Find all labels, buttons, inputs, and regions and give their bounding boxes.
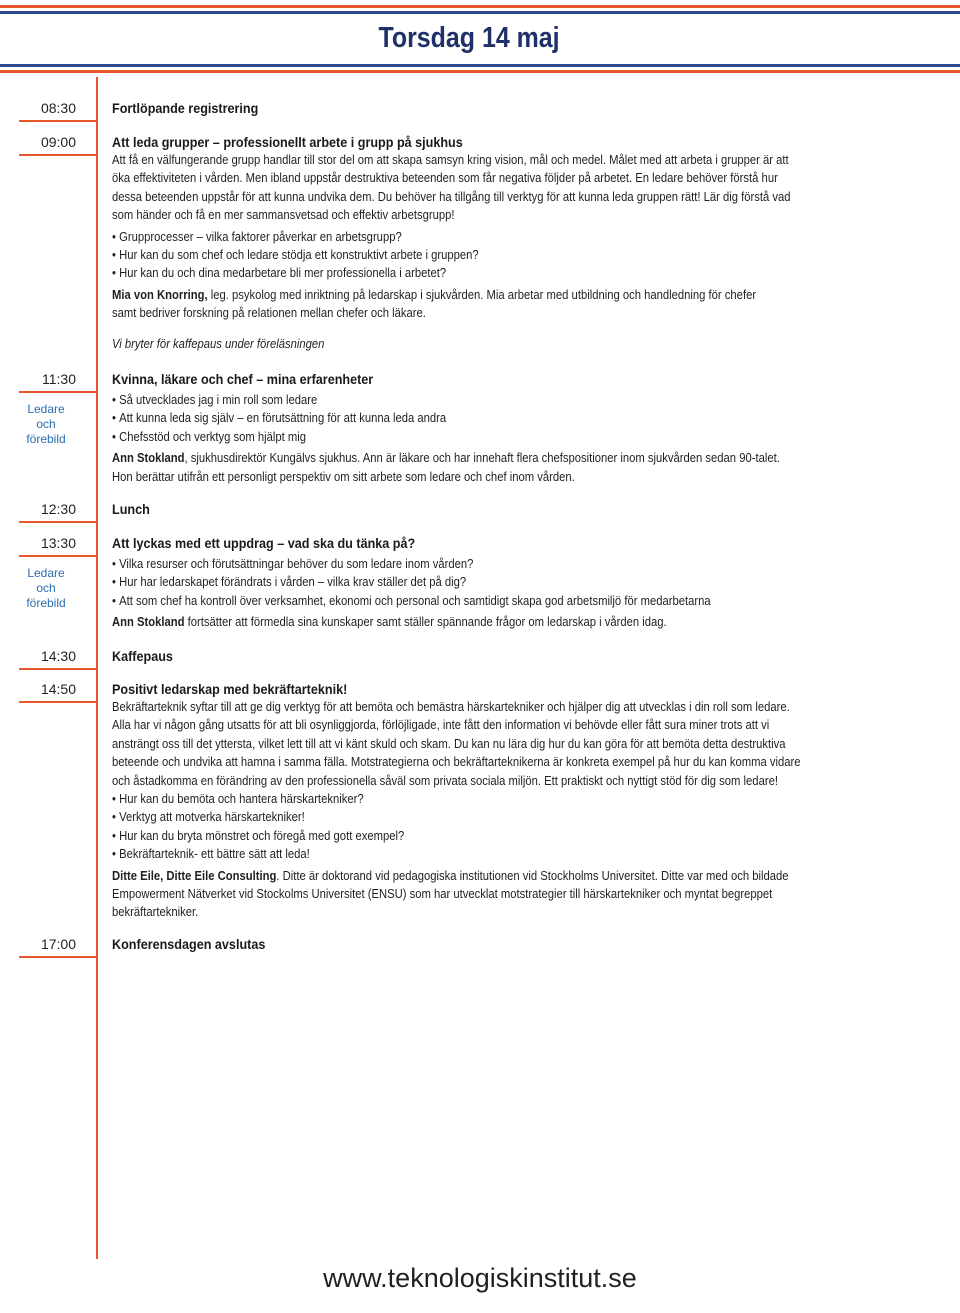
bullet-item: • Hur kan du som chef och ledare stödja ett konstruktivt arbete i gruppen? [112, 246, 901, 264]
session-title: Positivt ledarskap med bekräftarteknik! [112, 681, 348, 697]
description-line: beteende och undvika att hamna i samma fälla. Motstrategierna och bekräftarteknikerna är konkreta exempel på hur du kan komma vidare [112, 755, 801, 770]
session-1130 [112, 370, 902, 486]
speaker-bio-cont: samt bedriver forskning på relationen mellan chefer och läkare. [112, 306, 426, 321]
description-line: Alla har vi någon gång utsatts för att bli osynliggjorda, förlöjligade, inte fått den information vi behövde eller fått sura miner trots att vi [112, 718, 770, 733]
description-line: öka effektiviteten i vården. Men ibland uppstår destruktiva beteenden som får negativa följder på arbetet. En ledare behöver förstå hur [112, 171, 778, 186]
description-line: Att få en välfungerande grupp handlar till stor del om att skapa samsyn kring vision, mål och medel. Målet med att arbeta i grupper är att [112, 153, 789, 167]
page-title: Torsdag 14 maj [378, 22, 560, 54]
session-0830 [112, 99, 902, 117]
session-title: Konferensdagen avslutas [112, 936, 266, 952]
time-rule-1700 [19, 956, 98, 958]
footer-url[interactable]: www.teknologiskinstitut.se [323, 1263, 637, 1293]
time-rule-1430 [19, 668, 98, 670]
top-stripe-orange [0, 5, 960, 8]
speaker-bio: fortsätter att förmedla sina kunskaper samt ställer spännande frågor om ledarskap i vården idag. [184, 615, 667, 630]
bullet-item: • Grupprocesser – vilka faktorer påverkar en arbetsgrupp? [112, 228, 901, 246]
time-rule-1450 [19, 701, 98, 703]
bullet-item: • Att kunna leda sig själv – en förutsättning för att kunna leda andra [112, 409, 901, 427]
leader-badge-1330: Ledare och förebild [26, 566, 66, 610]
bullet-item: • Vilka resurser och förutsättningar behöver du som ledare inom vården? [112, 555, 901, 573]
speaker-line [112, 613, 901, 631]
time-1430: 14:30 [40, 648, 76, 664]
session-1450 [112, 680, 902, 922]
speaker-name: Ann Stokland [112, 615, 185, 630]
time-1330: 13:30 [40, 535, 76, 551]
speaker-bio: leg. psykolog med inriktning på ledarskap i sjukvården. Mia arbetar med utbildning och handledning för chefer [207, 287, 757, 302]
speaker-line [112, 867, 901, 885]
bullet-item: • Att som chef ha kontroll över verksamhet, ekonomi och personal och samtidigt skapa god arbetsmiljö för medarbetarna [112, 592, 901, 610]
description-line: dessa beteenden uppstår för att kunna undvika dem. Du behöver ha tillgång till verktyg för att kunna leda gruppen rätt! Lär dig förstå vad [112, 189, 791, 204]
description-line: som händer och få en mer sammansvetsad och effektiv arbetsgrupp! [112, 208, 455, 223]
time-rule-0830 [19, 120, 98, 122]
speaker-bio-cont: Hon berättar utifrån ett personligt perspektiv om sitt arbete som ledare och chef inom vården. [112, 469, 575, 484]
session-title: Kaffepaus [112, 648, 173, 664]
session-1230 [112, 500, 902, 518]
session-title: Fortlöpande registrering [112, 100, 259, 116]
speaker-name: Ditte Eile, Ditte Eile Consulting [112, 868, 277, 883]
leader-badge-1130: Ledare och förebild [26, 402, 66, 446]
session-1700 [112, 935, 902, 953]
bullet-item: • Chefsstöd och verktyg som hjälpt mig [112, 428, 901, 446]
speaker-name: Mia von Knorring, [112, 287, 208, 302]
time-1450: 14:50 [40, 681, 76, 697]
description-line: ansträngt oss till det yttersta, vilket lett till att vi känt skuld och skam. Du kan nu lära dig hur du kan göra för att bemöta detta destruktiva [112, 736, 786, 751]
session-1430 [112, 647, 902, 665]
speaker-line [112, 449, 901, 467]
session-1330 [112, 534, 902, 632]
time-0900: 09:00 [40, 134, 76, 150]
time-0830: 08:30 [40, 100, 76, 116]
description-line: Bekräftarteknik syftar till att ge dig verktyg för att bemöta och bemästra härskartekniker och hjälper dig att utvecklas i din roll som ledare. [112, 700, 790, 714]
speaker-bio-cont: bekräftartekniker. [112, 905, 199, 920]
time-1700: 17:00 [40, 936, 76, 952]
break-note: Vi bryter för kaffepaus under föreläsningen [112, 336, 325, 351]
bullet-item: • Hur kan du och dina medarbetare bli mer professionella i arbetet? [112, 264, 901, 282]
top-stripe-blue [0, 11, 960, 14]
time-rule-0900 [19, 154, 98, 156]
bullet-item: • Verktyg att motverka härskartekniker! [112, 808, 901, 826]
time-1130: 11:30 [42, 371, 76, 387]
session-title: Att leda grupper – professionellt arbete i grupp på sjukhus [112, 134, 463, 150]
time-1230: 12:30 [40, 501, 76, 517]
time-rule-1330 [19, 555, 98, 557]
description-line: och åstadkomma en förändring av den professionella såväl som privata sociala miljön. Ett praktiskt och nyttigt stöd för dig som ledare! [112, 773, 778, 788]
speaker-line [112, 286, 901, 304]
session-title: Att lyckas med ett uppdrag – vad ska du tänka på? [112, 535, 416, 551]
bullet-item: • Hur kan du bemöta och hantera härskartekniker? [112, 790, 901, 808]
speaker-bio-cont: Empowerment Nätverket vid Stockolms Universitet (ENSU) som har utvecklat motstrategier till härskartekniker och myntat begreppet [112, 887, 773, 902]
speaker-bio: , sjukhusdirektör Kungälvs sjukhus. Ann är läkare och har innehaft flera chefspositioner inom sjukvården sedan 90-talet. [184, 451, 780, 466]
session-0900 [112, 133, 902, 353]
bullet-item: • Så utvecklades jag i min roll som ledare [112, 391, 901, 409]
speaker-name: Ann Stokland [112, 451, 185, 466]
session-title: Kvinna, läkare och chef – mina erfarenheter [112, 371, 374, 387]
time-rule-1230 [19, 521, 98, 523]
header-stripe-blue [0, 64, 960, 67]
time-rule-1130 [19, 391, 98, 393]
bullet-item: • Hur har ledarskapet förändrats i vården – vilka krav ställer det på dig? [112, 573, 901, 591]
session-title: Lunch [112, 501, 150, 517]
speaker-bio: . Ditte är doktorand vid pedagogiska institutionen vid Stockholms Universitet. Ditte var med och bildade [276, 868, 789, 883]
bullet-item: • Bekräftarteknik- ett bättre sätt att leda! [112, 845, 901, 863]
header-stripe-orange [0, 70, 960, 73]
bullet-item: • Hur kan du bryta mönstret och föregå med gott exempel? [112, 827, 901, 845]
